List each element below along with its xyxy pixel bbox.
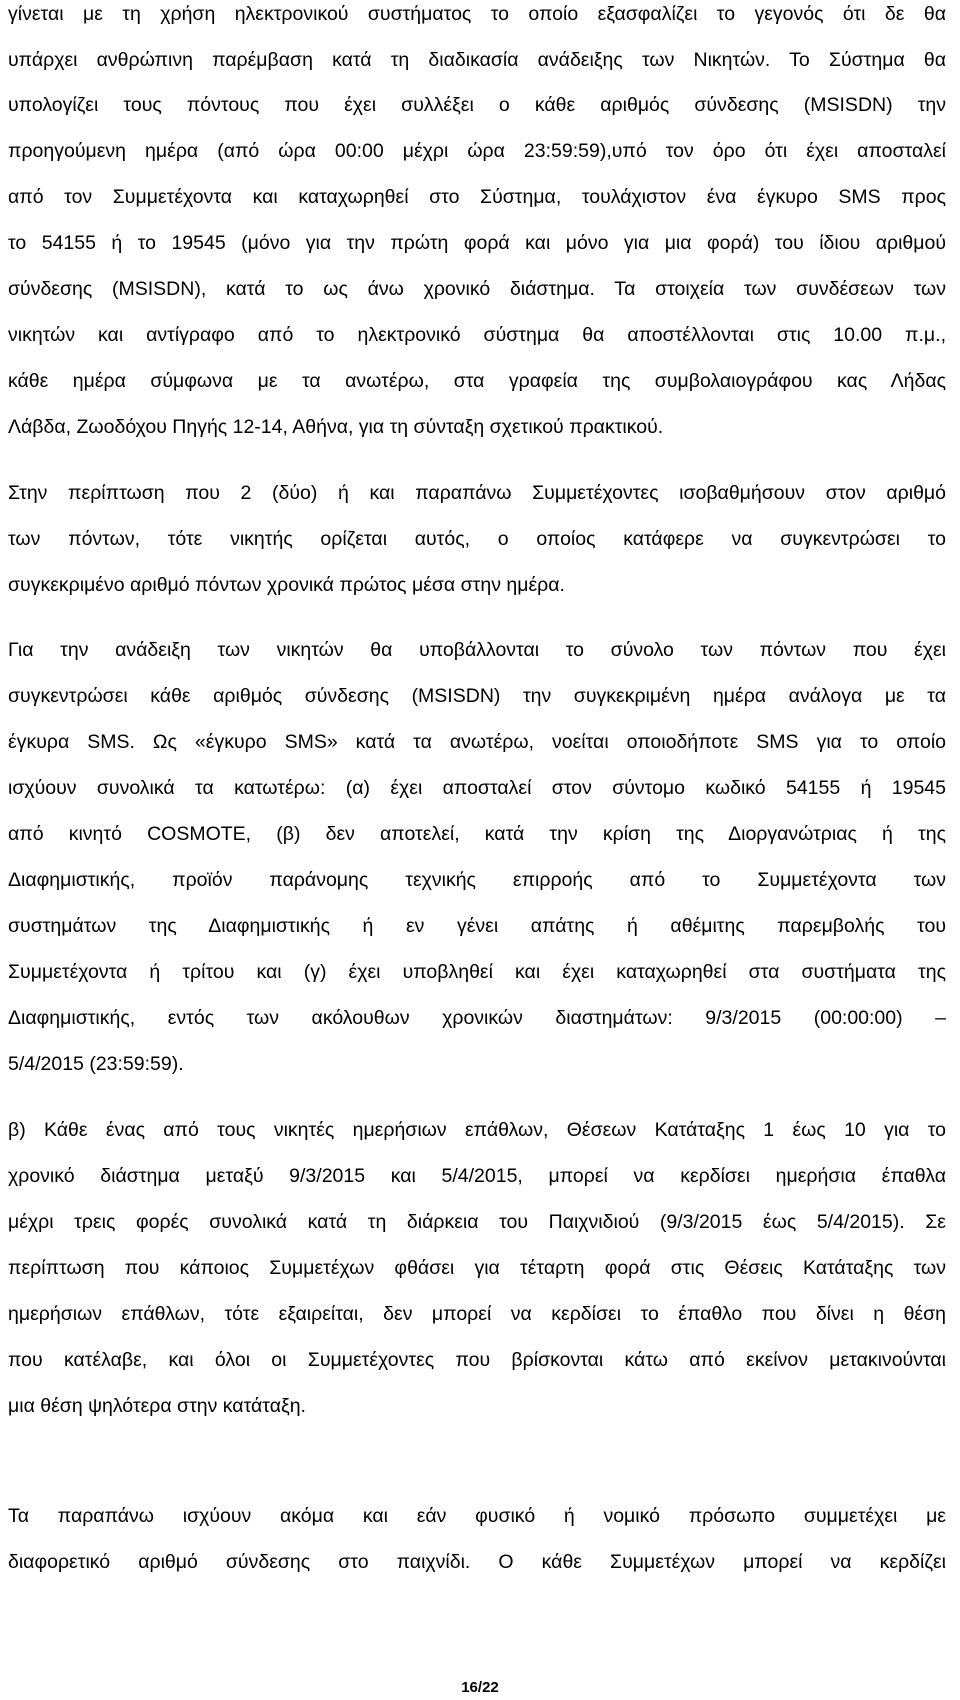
text-line: συγκεντρώσει κάθε αριθμός σύνδεσης (MSISDN) την συγκεκριμένη ημέρα ανάλογα με τα [8, 685, 946, 707]
text-line: από τον Συμμετέχοντα και καταχωρηθεί στο Σύστημα, τουλάχιστον ένα έγκυρο SMS προς [8, 186, 946, 208]
text-line: των πόντων, τότε νικητής ορίζεται αυτός, ο οποίος κατάφερε να συγκεντρώσει το [8, 528, 946, 550]
text-line: υπάρχει ανθρώπινη παρέμβαση κατά τη διαδικασία ανάδειξης των Νικητών. Το Σύστημα θα [8, 49, 946, 71]
text-line: που κατέλαβε, και όλοι οι Συμμετέχοντες που βρίσκονται κάτω από εκείνον μετακινούνται [8, 1349, 946, 1371]
text-line: έγκυρα SMS. Ως «έγκυρο SMS» κατά τα ανωτέρω, νοείται οποιοδήποτε SMS για το οποίο [8, 731, 946, 753]
text-line: χρονικό διάστημα μεταξύ 9/3/2015 και 5/4/2015, μπορεί να κερδίσει ημερήσια έπαθλα [8, 1165, 946, 1187]
text-line: ημερήσιων επάθλων, τότε εξαιρείται, δεν μπορεί να κερδίσει το έπαθλο που δίνει η θέση [8, 1303, 946, 1325]
text-line: Λάβδα, Ζωοδόχου Πηγής 12-14, Αθήνα, για τη σύνταξη σχετικού πρακτικού. [8, 416, 664, 438]
text-line: Στην περίπτωση που 2 (δύο) ή και παραπάνω Συμμετέχοντες ισοβαθμήσουν στον αριθμό [8, 482, 946, 504]
text-line: ισχύουν συνολικά τα κατωτέρω: (α) έχει αποσταλεί στον σύντομο κωδικό 54155 ή 19545 [8, 777, 946, 799]
text-line: από κινητό COSMOTE, (β) δεν αποτελεί, κατά την κρίση της Διοργανώτριας ή της [8, 823, 946, 845]
text-line: Συμμετέχοντα ή τρίτου και (γ) έχει υποβληθεί και έχει καταχωρηθεί στα συστήματα της [8, 961, 946, 983]
text-line: Διαφημιστικής, προϊόν παράνομης τεχνικής επιρροής από το Συμμετέχοντα των [8, 869, 946, 891]
text-line: μέχρι τρεις φορές συνολικά κατά τη διάρκεια του Παιχνιδιού (9/3/2015 έως 5/4/2015). Σε [8, 1211, 946, 1233]
text-line: συστημάτων της Διαφημιστικής ή εν γένει απάτης ή αθέμιτης παρεμβολής του [8, 915, 946, 937]
text-line: το 54155 ή το 19545 (μόνο για την πρώτη φορά και μόνο για μια φορά) του ίδιου αριθμού [8, 232, 946, 254]
text-line: περίπτωση που κάποιος Συμμετέχων φθάσει για τέταρτη φορά στις Θέσεις Κατάταξης των [8, 1257, 946, 1279]
text-line: υπολογίζει τους πόντους που έχει συλλέξει ο κάθε αριθμός σύνδεσης (MSISDN) την [8, 94, 946, 116]
text-line: Τα παραπάνω ισχύουν ακόμα και εάν φυσικό ή νομικό πρόσωπο συμμετέχει με [8, 1505, 946, 1527]
text-line: γίνεται με τη χρήση ηλεκτρονικού συστήματος το οποίο εξασφαλίζει το γεγονός ότι δε θα [8, 3, 946, 25]
text-line: νικητών και αντίγραφο από το ηλεκτρονικό σύστημα θα αποστέλλονται στις 10.00 π.μ., [8, 324, 946, 346]
text-line: 5/4/2015 (23:59:59). [8, 1053, 184, 1075]
text-line: διαφορετικό αριθμό σύνδεσης στο παιχνίδι. Ο κάθε Συμμετέχων μπορεί να κερδίζει [8, 1551, 946, 1573]
page-number: 16/22 [461, 1679, 499, 1696]
text-line: Για την ανάδειξη των νικητών θα υποβάλλονται το σύνολο των πόντων που έχει [8, 639, 946, 661]
text-line: σύνδεσης (MSISDN), κατά το ως άνω χρονικό διάστημα. Τα στοιχεία των συνδέσεων των [8, 278, 946, 300]
text-line: κάθε ημέρα σύμφωνα με τα ανωτέρω, στα γραφεία της συμβολαιογράφου κας Λήδας [8, 370, 946, 392]
text-line: συγκεκριμένο αριθμό πόντων χρονικά πρώτος μέσα στην ημέρα. [8, 574, 565, 596]
text-line: β) Κάθε ένας από τους νικητές ημερήσιων επάθλων, Θέσεων Κατάταξης 1 έως 10 για το [8, 1119, 946, 1141]
text-line: Διαφημιστικής, εντός των ακόλουθων χρονικών διαστημάτων: 9/3/2015 (00:00:00) – [8, 1007, 946, 1029]
text-line: μια θέση ψηλότερα στην κατάταξη. [8, 1395, 306, 1417]
text-line: προηγούμενη ημέρα (από ώρα 00:00 μέχρι ώρα 23:59:59),υπό τον όρο ότι έχει αποσταλεί [8, 140, 946, 162]
